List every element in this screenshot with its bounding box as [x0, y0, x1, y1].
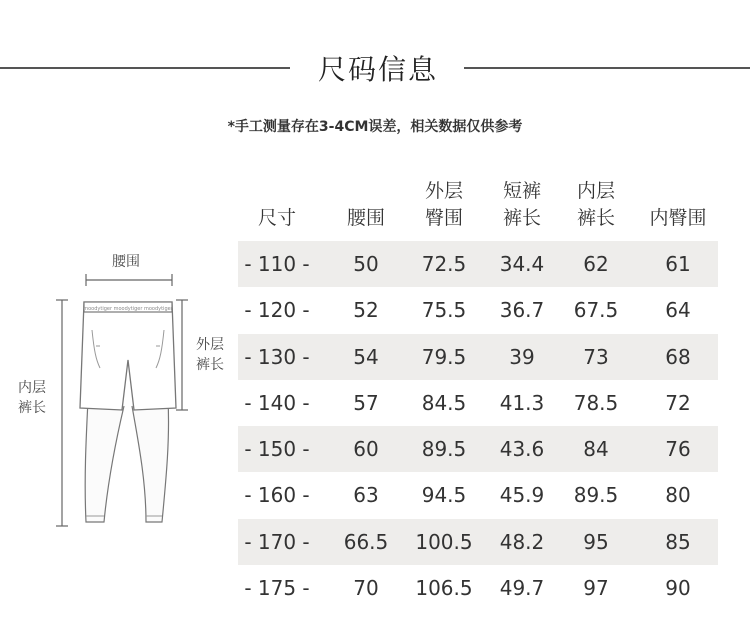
inner-legging-left: [85, 400, 124, 522]
inner-hip-cell: 61: [665, 252, 691, 276]
inner-legging-right: [132, 400, 169, 522]
outer-hip-cell: 94.5: [421, 483, 467, 508]
outer-hip-cell: 84.5: [421, 390, 467, 415]
header-inner-hip: 内臀围: [649, 207, 707, 229]
size-cell: - 130 -: [244, 344, 310, 369]
inner-length-cell: 73: [583, 344, 609, 369]
table-row: [238, 380, 718, 426]
inner-hip-cell: 80: [665, 483, 691, 508]
size-cell: - 140 -: [244, 390, 310, 415]
inner-length-label-line1: 内层: [18, 380, 46, 396]
waist-cell: 57: [353, 390, 379, 415]
table-row: [238, 334, 718, 380]
size-cell: - 170 -: [244, 529, 310, 554]
outer-length-label: [190, 335, 230, 375]
title-rule-right: [464, 67, 750, 69]
outer-shorts: [80, 302, 176, 410]
inner-hip-cell: 90: [665, 576, 691, 601]
header-shorts-length: 短裤 裤长: [502, 180, 541, 229]
outer-hip-cell: 106.5: [415, 576, 473, 601]
waist-cell: 66.5: [343, 529, 389, 554]
size-cell: - 175 -: [244, 576, 310, 601]
inner-length-cell: 62: [583, 252, 609, 276]
shorts-length-cell: 45.9: [499, 483, 545, 508]
waist-cell: 52: [353, 298, 379, 323]
inner-length-label: [12, 378, 52, 418]
shorts-length-cell: 39: [509, 344, 535, 369]
inner-length-cell: 67.5: [573, 298, 619, 323]
table-row: [238, 472, 718, 518]
inner-length-cell: 84: [583, 437, 609, 462]
table-row: [238, 565, 718, 611]
inner-length-cell: 89.5: [573, 483, 619, 508]
inner-length-cell: 95: [583, 529, 609, 554]
size-cell: - 160 -: [244, 483, 310, 508]
title-rule-left: [0, 67, 290, 69]
waist-cell: 70: [353, 576, 379, 601]
header-waist: 腰围: [346, 207, 385, 229]
measurement-note: *手工测量存在3-4CM误差，相关数据仅供参考: [227, 119, 523, 135]
waist-cell: 50: [353, 252, 379, 276]
header-outer-hip: 外层 臀围: [424, 180, 463, 229]
shorts-length-cell: 36.7: [499, 298, 545, 323]
size-cell: - 110 -: [244, 252, 310, 276]
waist-cell: 60: [353, 437, 379, 462]
inner-length-cell: 97: [583, 576, 609, 601]
header-size: 尺寸: [257, 207, 296, 229]
shorts-length-cell: 43.6: [499, 437, 545, 462]
outer-hip-cell: 72.5: [421, 252, 467, 276]
size-cell: - 150 -: [244, 437, 310, 462]
table-row: [238, 241, 718, 287]
size-cell: - 120 -: [244, 298, 310, 323]
shorts-length-cell: 49.7: [499, 576, 545, 601]
table-row: [238, 287, 718, 333]
inner-hip-cell: 85: [665, 529, 691, 554]
outer-hip-cell: 79.5: [421, 344, 467, 369]
shorts-length-cell: 41.3: [499, 390, 545, 415]
pants-diagram: [0, 240, 240, 540]
inner-hip-cell: 76: [665, 437, 691, 462]
inner-hip-cell: 72: [665, 390, 691, 415]
inner-hip-cell: 68: [665, 344, 691, 369]
outer-hip-cell: 100.5: [415, 529, 473, 554]
shorts-length-cell: 48.2: [499, 529, 545, 554]
size-table: [238, 241, 718, 611]
outer-length-label-line2: 裤长: [196, 357, 224, 373]
table-row: [238, 426, 718, 472]
inner-length-cell: 78.5: [573, 390, 619, 415]
outer-hip-cell: 75.5: [421, 298, 467, 323]
header-inner-length: 内层 裤长: [576, 180, 615, 229]
table-row: [238, 519, 718, 565]
shorts-length-cell: 34.4: [499, 252, 545, 276]
waist-cell: 63: [353, 483, 379, 508]
outer-length-label-line1: 外层: [196, 337, 224, 353]
waistband-logo-text: moodytiger moodytiger moodytiger: [83, 306, 173, 312]
outer-hip-cell: 89.5: [421, 437, 467, 462]
page-title: 尺码信息: [317, 53, 438, 86]
waist-label: 腰围: [112, 254, 140, 270]
inner-length-label-line2: 裤长: [18, 400, 46, 416]
inner-hip-cell: 64: [665, 298, 691, 323]
size-table-header: [238, 176, 718, 232]
waist-cell: 54: [353, 344, 379, 369]
